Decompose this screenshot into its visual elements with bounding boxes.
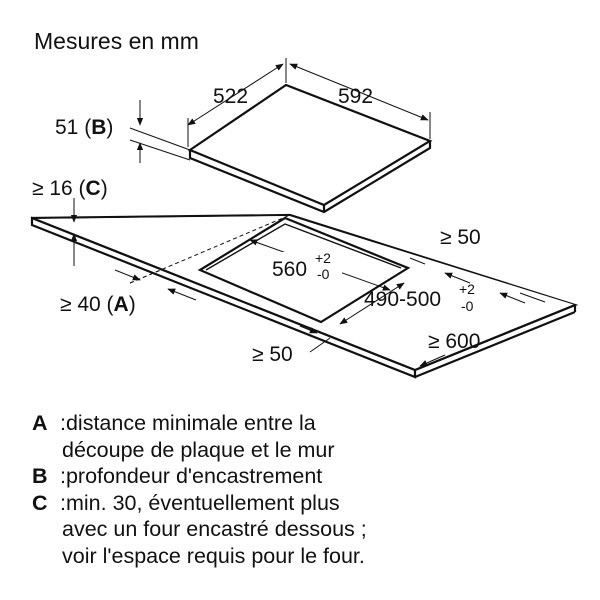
legend-item-b [32,463,367,490]
legend-item-a [32,410,367,437]
page-title: Mesures en mm [34,28,199,54]
label-hob-width: 592 [338,85,374,108]
legend-key: B [32,464,48,488]
legend-text-continued: découpe de plaque et le mur [62,437,335,462]
label-wall-distance: ≥ 40 (A) [60,293,136,316]
label-side-clearance-front: ≥ 50 [252,343,293,366]
label-hob-depth: 522 [213,85,249,108]
legend-text: :distance minimale entre la [60,411,316,435]
label-side-clearance-right: ≥ 50 [440,226,481,249]
label-cutout-width-tol-minus: -0 [317,266,330,282]
label-cutout-width: 560 [272,258,308,281]
legend-text: :profondeur d'encastrement [60,464,323,488]
label-cutout-depth-tol-minus: -0 [461,298,474,314]
label-worktop-gap: ≥ 16 (C) [32,177,108,200]
label-cutout-depth-tol-plus: +2 [459,281,475,297]
legend-text: :min. 30, éventuellement plus [60,490,340,515]
label-cutout-depth: 490-500 [364,288,442,311]
label-front-clearance: ≥ 600 [428,330,481,353]
legend-item-c [32,490,367,517]
legend-key: A [32,411,48,435]
legend-text-continued: voir l'espace requis pour le four. [62,543,365,568]
label-recess-depth: 51 (B) [55,116,114,139]
label-cutout-width-tol-plus: +2 [315,250,331,266]
hob-back-line [130,128,190,150]
legend-key: C [32,490,48,515]
legend-text-continued: avec un four encastré dessous ; [62,517,367,541]
legend [32,410,367,569]
